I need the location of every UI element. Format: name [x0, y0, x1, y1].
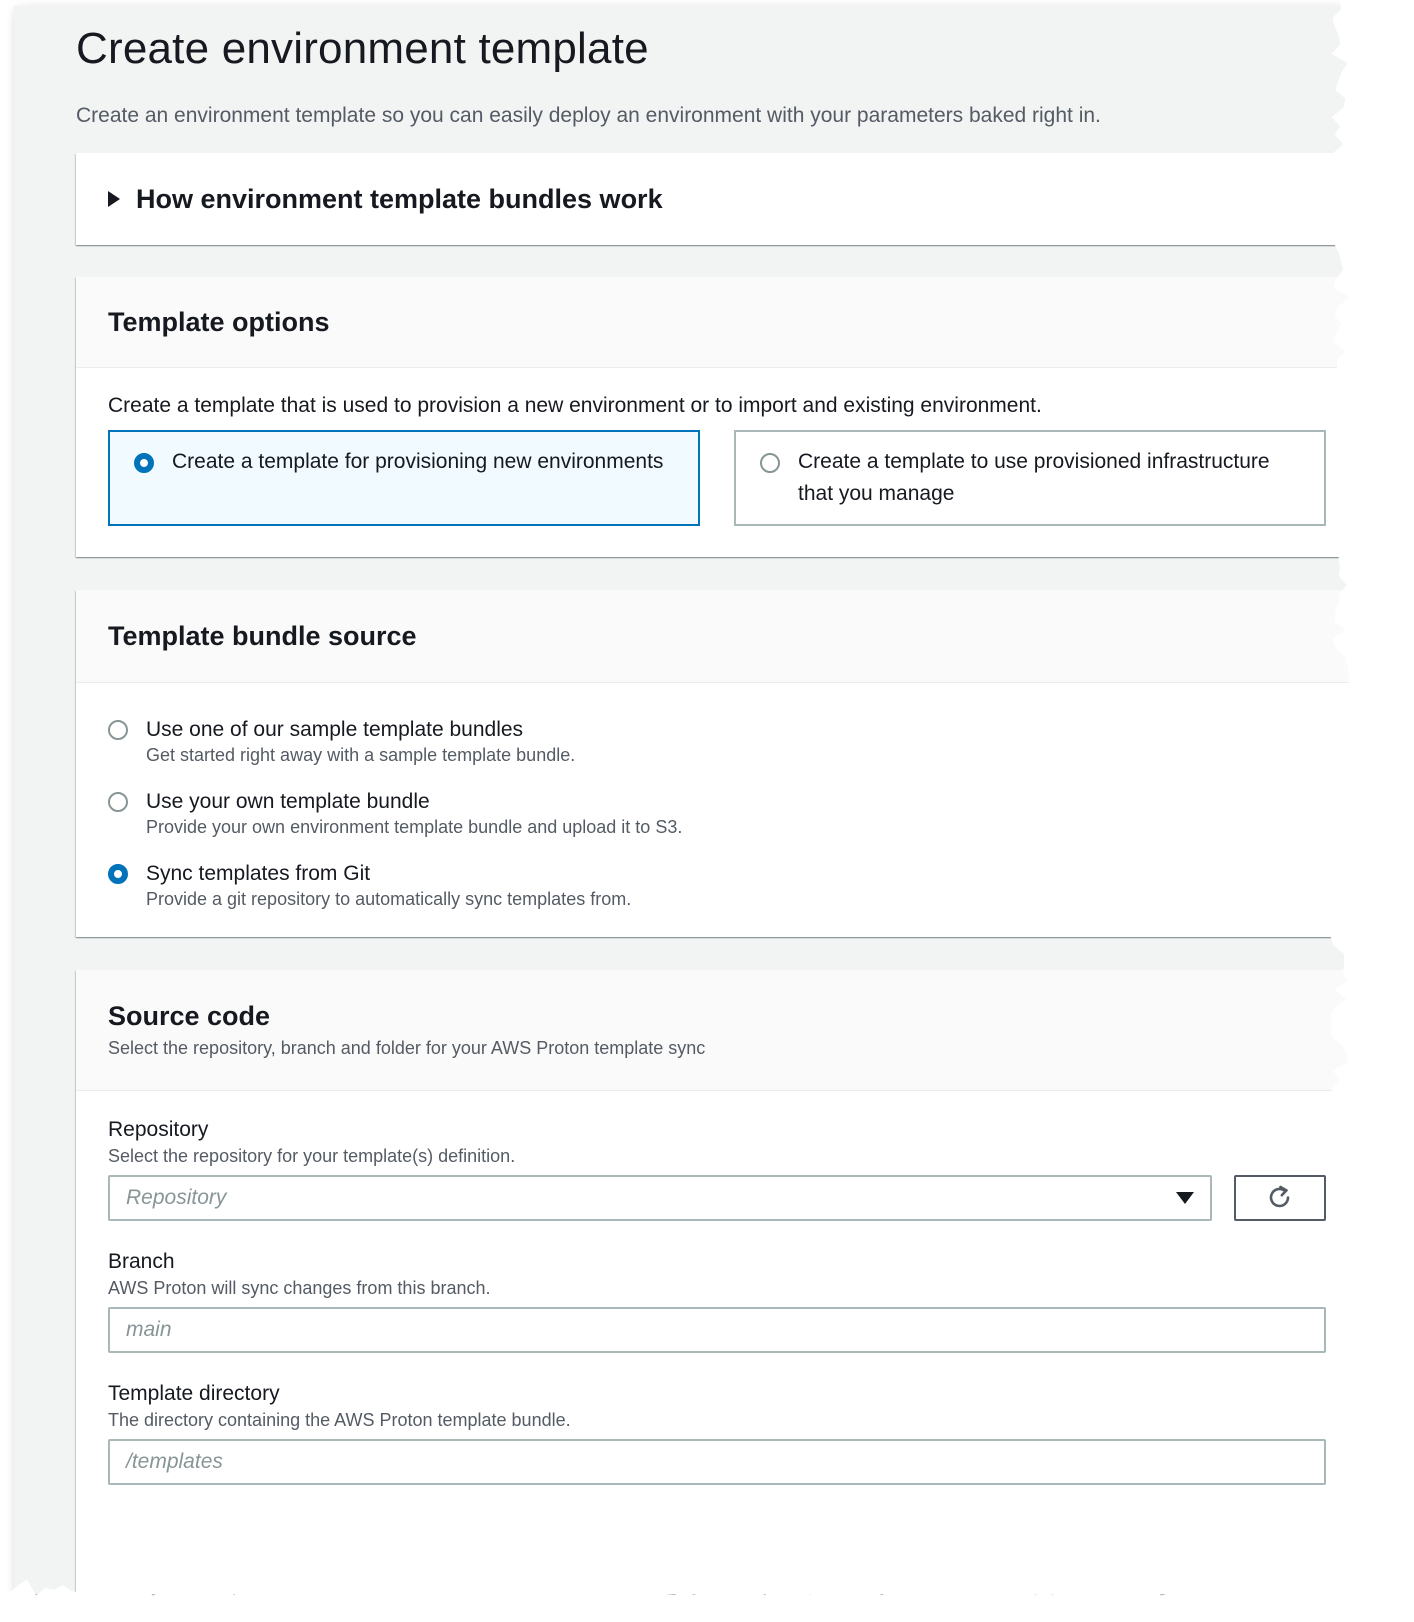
template-directory-placeholder: /templates: [126, 1450, 223, 1473]
info-panel-title: How environment template bundles work: [136, 183, 663, 214]
option-git-sync-label: Sync templates from Git: [146, 862, 371, 885]
option-sample-bundle-description: Get started right away with a sample template bundle.: [146, 745, 576, 765]
refresh-icon: [1266, 1184, 1294, 1212]
template-options-description: Create a template that is used to provision a new environment or to import and existing environment.: [108, 394, 1042, 417]
bundle-source-header: [76, 590, 1354, 683]
branch-label: Branch: [108, 1250, 175, 1273]
bundle-source-title: Template bundle source: [108, 620, 417, 651]
template-directory-field: [108, 1381, 1326, 1485]
source-code-card: [76, 970, 1354, 1594]
bundle-source-options: [76, 683, 1354, 911]
option-git-sync-description: Provide a git repository to automatically sync templates from.: [146, 889, 632, 909]
bundle-source-card: [76, 590, 1354, 937]
info-panel-toggle[interactable]: [76, 153, 1354, 245]
radio-provision-new[interactable]: [134, 453, 154, 473]
repository-row: [108, 1175, 1326, 1221]
source-code-title: Source code: [108, 1001, 271, 1031]
refresh-repositories-button[interactable]: [1234, 1175, 1326, 1221]
option-sample-bundle-label: Use one of our sample template bundles: [146, 718, 524, 741]
page-description: Create an environment template so you can easily deploy an environment with your parameters baked right in.: [76, 104, 1101, 127]
source-code-description: Select the repository, branch and folder for your AWS Proton template sync: [108, 1038, 706, 1058]
option-git-sync[interactable]: [108, 861, 1326, 911]
radio-self-managed[interactable]: [760, 453, 780, 473]
radio-sample-bundle[interactable]: [108, 720, 128, 740]
tile-self-managed-label: Create a template to use provisioned infrastructure that you manage: [798, 450, 1270, 505]
template-directory-input[interactable]: [108, 1439, 1326, 1485]
tile-provision-new-label: Create a template for provisioning new environments: [172, 450, 664, 473]
template-options-title: Template options: [108, 306, 330, 337]
template-directory-description: The directory containing the AWS Proton template bundle.: [108, 1410, 571, 1430]
source-code-header: [76, 970, 1354, 1091]
option-own-bundle-label: Use your own template bundle: [146, 790, 430, 813]
repository-label: Repository: [108, 1118, 209, 1141]
repository-description: Select the repository for your template(s) definition.: [108, 1146, 516, 1166]
source-code-form: [76, 1091, 1354, 1485]
template-options-body: [76, 368, 1354, 526]
template-options-header: [76, 277, 1354, 368]
caret-down-icon: [1176, 1192, 1194, 1204]
template-options-tiles: [108, 430, 1326, 526]
tile-self-managed[interactable]: [734, 430, 1326, 526]
repository-placeholder: Repository: [126, 1186, 227, 1209]
option-sample-bundle[interactable]: [108, 717, 1326, 767]
template-directory-label: Template directory: [108, 1382, 280, 1405]
branch-input[interactable]: [108, 1307, 1326, 1353]
option-own-bundle[interactable]: [108, 789, 1326, 839]
radio-git-sync[interactable]: [108, 864, 128, 884]
page-title: Create environment template: [76, 24, 649, 73]
repository-select[interactable]: [108, 1175, 1212, 1221]
branch-description: AWS Proton will sync changes from this branch.: [108, 1278, 491, 1298]
repository-field: [108, 1117, 1326, 1221]
radio-own-bundle[interactable]: [108, 792, 128, 812]
branch-placeholder: main: [126, 1318, 172, 1341]
branch-field: [108, 1249, 1326, 1353]
page-sheet: [14, 6, 1354, 1594]
option-own-bundle-description: Provide your own environment template bundle and upload it to S3.: [146, 817, 683, 837]
info-panel: [76, 153, 1354, 245]
template-options-card: [76, 277, 1354, 557]
caret-right-icon: [108, 191, 120, 207]
tile-provision-new[interactable]: [108, 430, 700, 526]
